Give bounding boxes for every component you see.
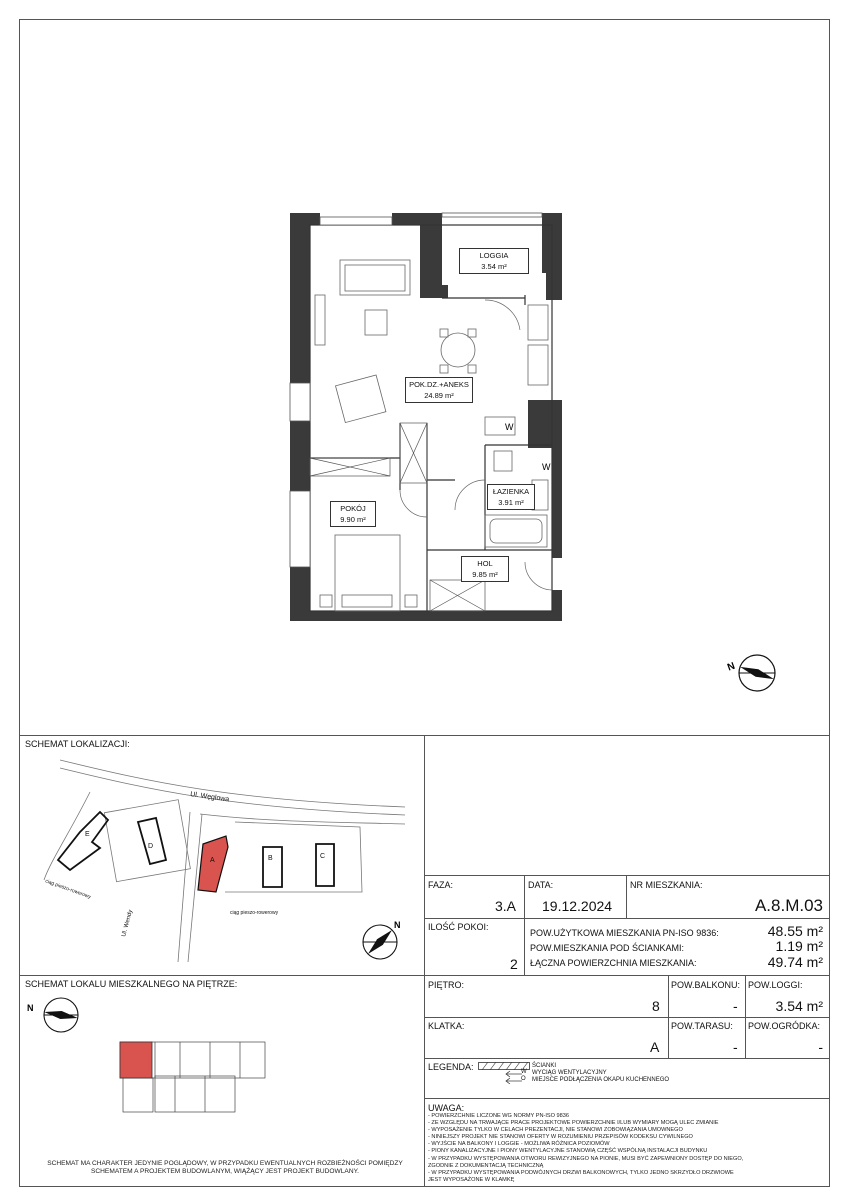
floor-scheme-disclaimer bbox=[30, 1160, 420, 1176]
floor-scheme-map bbox=[115, 1038, 270, 1116]
note-line: - POWIERZCHNIE LICZONE WG NORMY PN-ISO 9836 bbox=[428, 1113, 570, 1119]
faza-value: 3.A bbox=[495, 898, 517, 914]
floor-scheme-compass bbox=[25, 995, 80, 1035]
building-label: E bbox=[85, 831, 90, 838]
divider bbox=[424, 875, 830, 876]
divider bbox=[424, 1017, 830, 1018]
ogrodek-value: - bbox=[818, 1039, 823, 1055]
taras-value: - bbox=[733, 1039, 738, 1055]
street-label: Ul. Wendy bbox=[121, 909, 135, 938]
divider bbox=[424, 1098, 830, 1099]
notes-title: UWAGA: bbox=[428, 1103, 465, 1113]
data-value: 19.12.2024 bbox=[542, 898, 613, 914]
note-line: - WYPOSAŻENIE TYLKO W CELACH PREZENTACJI, NIE STANOWI ZOBOWIĄZANIA UMOWNEGO bbox=[428, 1127, 683, 1134]
disclaimer-line: SCHEMATEM A PROJEKTEM BUDOWLANYM, WIĄŻĄCY JEST PROJEKT BUDOWLANY. bbox=[91, 1168, 359, 1175]
divider bbox=[668, 975, 669, 1058]
room-name: HOL bbox=[477, 559, 493, 568]
klatka-label: KLATKA: bbox=[428, 1021, 465, 1031]
nr-value: A.8.M.03 bbox=[754, 896, 823, 915]
pow-pod-label: POW.MIESZKANIA POD ŚCIANKAMI: bbox=[530, 943, 685, 953]
divider bbox=[424, 735, 425, 1187]
note-line: - W PRZYPADKU WYSTĘPOWANIA PODWÓJNYCH DRZWI BALKONOWYCH, TYLKO JEDNO SKRZYDŁO DRZWIOWE bbox=[428, 1169, 734, 1176]
divider bbox=[524, 918, 525, 975]
building-label: C bbox=[320, 853, 326, 860]
pow-lacz-label: ŁĄCZNA POWIERZCHNIA MIESZKANIA: bbox=[530, 958, 697, 968]
floor-plan bbox=[280, 205, 580, 630]
compass-icon bbox=[363, 920, 401, 959]
divider bbox=[424, 1058, 830, 1059]
note-line: ZGODNIE Z DOKUMENTACJĄ TECHNICZNĄ bbox=[428, 1162, 544, 1169]
vent-marker: W bbox=[505, 422, 514, 432]
pow-pod-value: 1.19 m² bbox=[775, 938, 823, 954]
room-area: 9.90 m² bbox=[340, 515, 366, 524]
room-label-hall bbox=[461, 556, 509, 582]
divider bbox=[745, 975, 746, 1058]
legend-marker-w: W bbox=[521, 1069, 527, 1075]
room-area: 9.85 m² bbox=[472, 570, 498, 579]
balkon-label: POW.BALKONU: bbox=[671, 980, 741, 990]
note-line: - ZE WZGLĘDU NA TRWAJĄCE PRACE PROJEKTOWE POWIERZCHNIE I/LUB WYMIARY MOGĄ ULEC ZMIANIE bbox=[428, 1120, 719, 1127]
klatka-value: A bbox=[650, 1039, 660, 1055]
room-name: POK.DZ.+ANEKS bbox=[409, 380, 469, 389]
room-name: ŁAZIENKA bbox=[492, 487, 530, 496]
loggia-label: POW.LOGGI: bbox=[748, 980, 803, 990]
vent-marker: W bbox=[542, 462, 551, 472]
compass-icon bbox=[725, 651, 777, 695]
room-label-living bbox=[405, 377, 473, 403]
building-label: B bbox=[268, 855, 273, 862]
room-label-bathroom bbox=[487, 484, 535, 510]
nr-label: NR MIESZKANIA: bbox=[630, 880, 703, 890]
disclaimer-line: SCHEMAT MA CHARAKTER JEDYNIE POGLĄDOWY, W PRZYPADKU EWENTUALNYCH ROZBIEŻNOŚCI POMIĘDZY bbox=[47, 1160, 403, 1167]
legend-item: ŚCIANKI bbox=[532, 1063, 557, 1069]
notes-list bbox=[428, 1113, 828, 1184]
pow-lacz-value: 49.74 m² bbox=[767, 954, 823, 970]
data-label: DATA: bbox=[528, 880, 554, 890]
loggia-value: 3.54 m² bbox=[775, 998, 823, 1014]
divider bbox=[626, 875, 627, 918]
room-area: 3.54 m² bbox=[481, 262, 507, 271]
note-line: - NINIEJSZY PROJEKT NIE STANOWI OFERTY W ROZUMIENIU PRZEPISÓW KODEKSU CYWILNEGO bbox=[428, 1134, 693, 1141]
divider bbox=[19, 975, 424, 976]
ilosc-label: ILOŚĆ POKOI: bbox=[428, 922, 489, 932]
balkon-value: - bbox=[733, 998, 738, 1014]
legend-label: LEGENDA: bbox=[428, 1062, 474, 1072]
ogrodek-label: POW.OGRÓDKA: bbox=[748, 1021, 821, 1031]
location-map bbox=[30, 752, 420, 972]
pow-uz-label: POW.UŻYTKOWA MIESZKANIA PN-ISO 9836: bbox=[530, 928, 719, 938]
compass-letter: N bbox=[27, 1003, 34, 1013]
note-line: - WYJŚCIE NA BALKONY I LOGGIE - MOŻLIWA RÓŻNICA POZIOMÓW bbox=[428, 1141, 610, 1148]
room-area: 24.89 m² bbox=[424, 391, 454, 400]
street-label: Ul. Węglowa bbox=[189, 791, 230, 804]
path-label: ciąg pieszo-rowerowy bbox=[44, 878, 92, 901]
note-line: - PIONY KANALIZACYJNE I PIONY WENTYLACYJNE STANOWIĄ CZĘŚĆ WSPÓLNĄ INSTALACJI BUDYNKU bbox=[428, 1148, 708, 1155]
taras-label: POW.TARASU: bbox=[671, 1021, 733, 1031]
location-title: SCHEMAT LOKALIZACJI: bbox=[25, 739, 130, 749]
pow-uz-value: 48.55 m² bbox=[767, 923, 823, 939]
floor-scheme-title: SCHEMAT LOKALU MIESZKALNEGO NA PIĘTRZE: bbox=[25, 979, 238, 989]
ilosc-value: 2 bbox=[510, 956, 518, 972]
room-label-loggia bbox=[459, 248, 529, 274]
pietro-label: PIĘTRO: bbox=[428, 980, 465, 990]
legend-item: MIEJSCE PODŁĄCZENIA OKAPU KUCHENNEGO bbox=[532, 1077, 670, 1083]
divider bbox=[524, 875, 525, 918]
divider bbox=[424, 918, 830, 919]
building-label: A bbox=[210, 857, 215, 864]
compass-letter: N bbox=[394, 920, 401, 930]
note-line: - W PRZYPADKU WYSTĘPOWANIA OTWORU REWIZYJNEGO NA PIONIE, MUSI BYĆ ZAPEWNIONY DOSTĘP DO NIEGO, bbox=[428, 1155, 744, 1162]
compass-letter: N bbox=[725, 660, 737, 674]
room-name: LOGGIA bbox=[479, 251, 509, 260]
faza-label: FAZA: bbox=[428, 880, 454, 890]
building-label: D bbox=[148, 843, 154, 850]
legend-marker-o: O bbox=[521, 1076, 526, 1082]
room-area: 3.91 m² bbox=[498, 498, 524, 507]
pietro-value: 8 bbox=[652, 998, 660, 1014]
note-line: JEST WYPOSAŻONE W KLAMKĘ bbox=[428, 1176, 515, 1183]
path-label: ciąg pieszo-rowerowy bbox=[230, 910, 279, 916]
divider bbox=[424, 975, 830, 976]
room-label-room bbox=[330, 501, 376, 527]
legend-item: WYCIĄG WENTYLACYJNY bbox=[532, 1070, 607, 1076]
room-name: POKÓJ bbox=[340, 504, 366, 513]
